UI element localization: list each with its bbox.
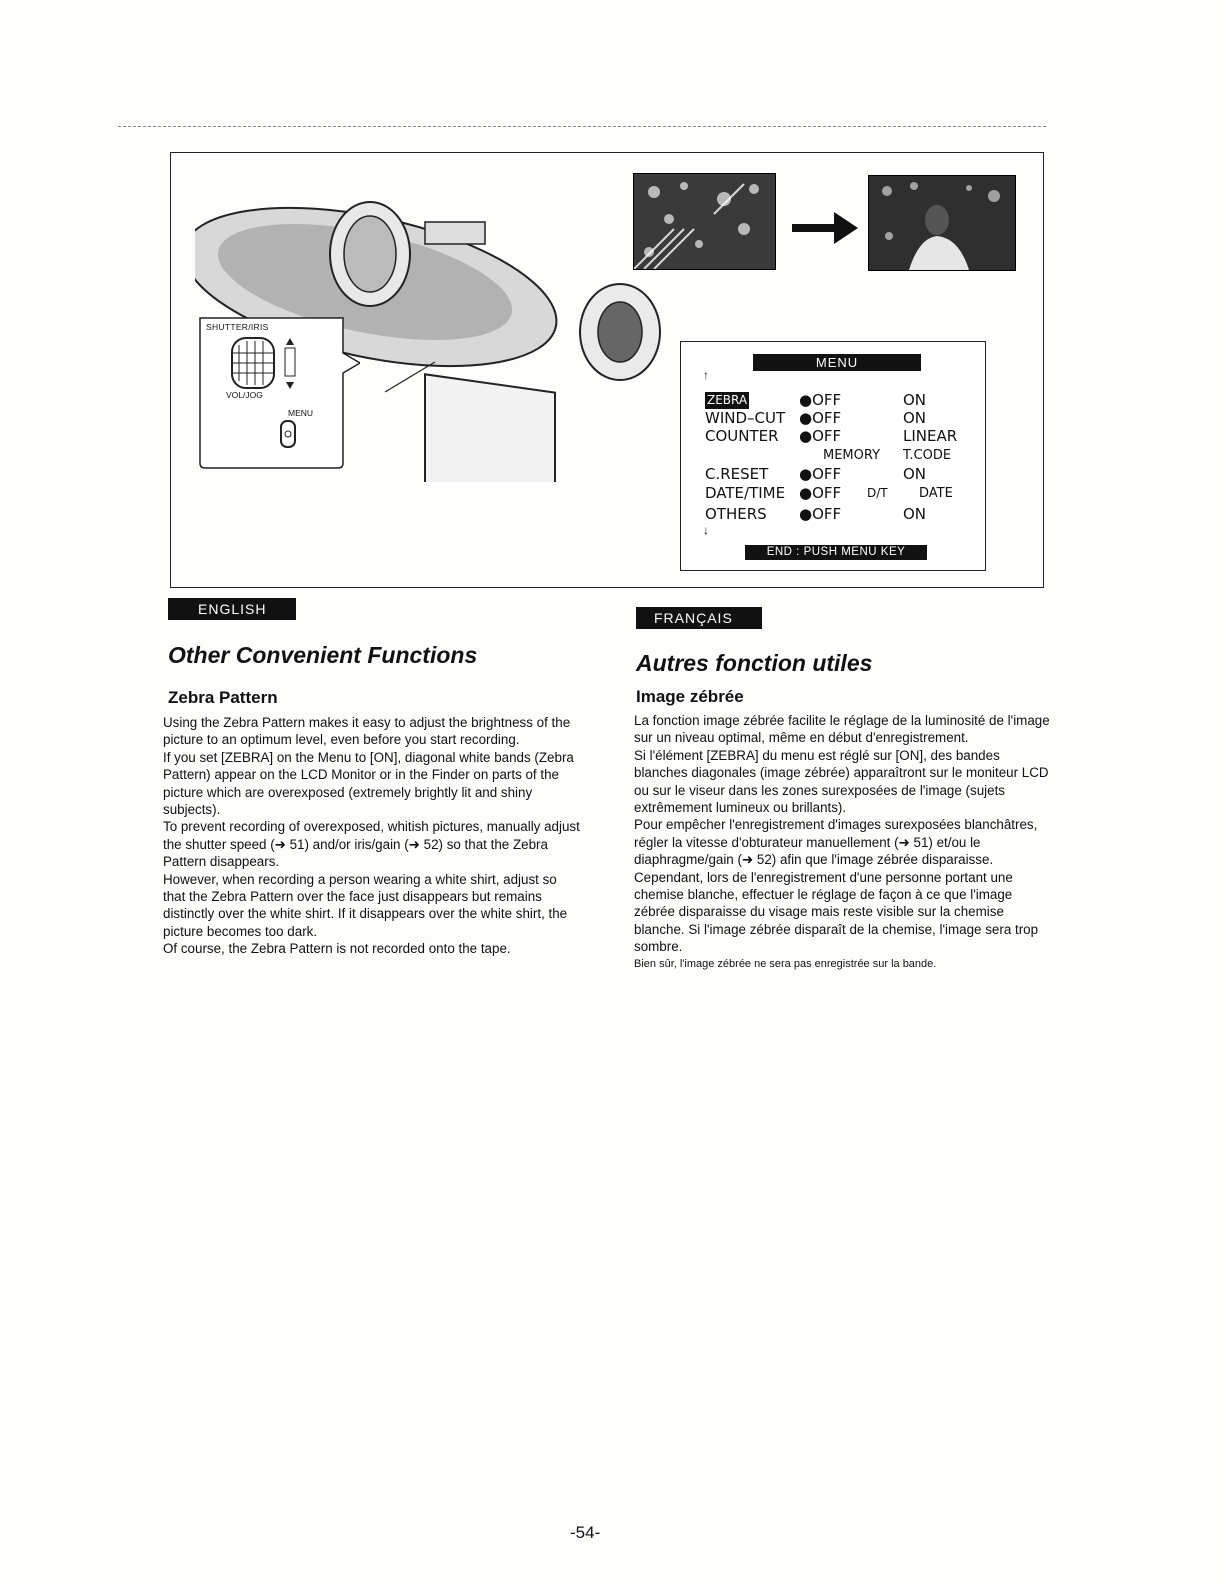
english-title: Other Convenient Functions bbox=[168, 642, 478, 668]
scroll-down-indicator: ↓ bbox=[703, 523, 709, 537]
vol-jog-label: VOL/JOG bbox=[226, 390, 263, 400]
page-number: -54- bbox=[570, 1523, 601, 1542]
english-paragraph: Using the Zebra Pattern makes it easy to adjust the brightness of the picture to an optimum level, even before you start recording. bbox=[163, 715, 571, 748]
english-paragraph: If you set [ZEBRA] on the Menu to [ON], diagonal white bands (Zebra Pattern) appear on the LCD Monitor or in the Finder on parts of the picture which are overexposed (extremely brightly lit and shiny subjects). bbox=[163, 749, 574, 818]
menu-button-label: MENU bbox=[288, 408, 314, 418]
french-paragraph: Bien sûr, l'image zébrée ne sera pas enregistrée sur la bande. bbox=[634, 957, 937, 970]
french-paragraph: Cependant, lors de l'enregistrement d'une personne portant une chemise blanche, effectuer le réglage de façon à ce que l'image zébrée disparaisse du visage mais reste visible sur la chemise blanche. Si l'image zébrée disparaît de la chemise, l'image sera trop sombre. bbox=[634, 869, 1039, 955]
french-subtitle: Image zébrée bbox=[636, 687, 744, 706]
header-rule bbox=[118, 126, 1046, 127]
english-body bbox=[163, 714, 581, 958]
english-paragraph: To prevent recording of overexposed, whitish pictures, manually adjust the shutter speed (➜ 51) and/or iris/gain (➜ 52) so that the Zebra Pattern disappears. bbox=[163, 819, 580, 870]
menu-row-name: ZEBRA bbox=[707, 393, 748, 407]
english-paragraph: However, when recording a person wearing a white shirt, adjust so that the Zebra Pattern over the face just disappears but remains distinctly over the white shirt. If it disappears over the white shirt, the picture becomes too dark. bbox=[163, 871, 568, 939]
menu-screen: MENU ↑ ZEBRA ●OFF ON WIND–CUT ●OFF ON COUNTER ●OFF LINEAR MEMORY T.CODE C.RESET ●OFF ON DATE/TIME ●OFF D/T DATE OTHERS ●OFF ON ↓ END : PUSH MENU KEY bbox=[680, 341, 986, 571]
menu-title: MENU bbox=[753, 354, 921, 371]
english-label: ENGLISH bbox=[168, 598, 296, 620]
english-paragraph: Of course, the Zebra Pattern is not recorded onto the tape. bbox=[163, 941, 511, 957]
french-paragraph: Si l'élément [ZEBRA] du menu est réglé sur [ON], des bandes blanches diagonales (image zébrée) apparaîtront sur le moniteur LCD ou sur le viseur dans les zones surexposées de l'image (sujets extrêmement lumineux ou brillants). bbox=[634, 747, 1049, 816]
scroll-up-indicator: ↑ bbox=[703, 368, 709, 382]
french-paragraph: Pour empêcher l'enregistrement d'images surexposées blanchâtres, régler la vitesse d'obturateur manuellement (➜ 51) et/ou le diaphragme/gain (➜ 52) afin que l'image zébrée disparaisse. bbox=[634, 817, 1038, 868]
french-title: Autres fonction utiles bbox=[636, 650, 873, 676]
shutter-iris-label: SHUTTER/IRIS bbox=[206, 322, 269, 332]
arrow-icon bbox=[790, 210, 860, 246]
dial-inset bbox=[195, 313, 360, 473]
photo-adjusted bbox=[868, 175, 1016, 271]
french-label: FRANÇAIS bbox=[636, 607, 762, 629]
english-subtitle: Zebra Pattern bbox=[168, 688, 278, 707]
french-paragraph: La fonction image zébrée facilite le réglage de la luminosité de l'image sur un niveau optimal, même en début d'enregistrement. bbox=[634, 713, 1050, 746]
menu-footer: END : PUSH MENU KEY bbox=[745, 545, 927, 560]
photo-zebra-pattern bbox=[633, 173, 776, 270]
french-body bbox=[634, 712, 1054, 973]
